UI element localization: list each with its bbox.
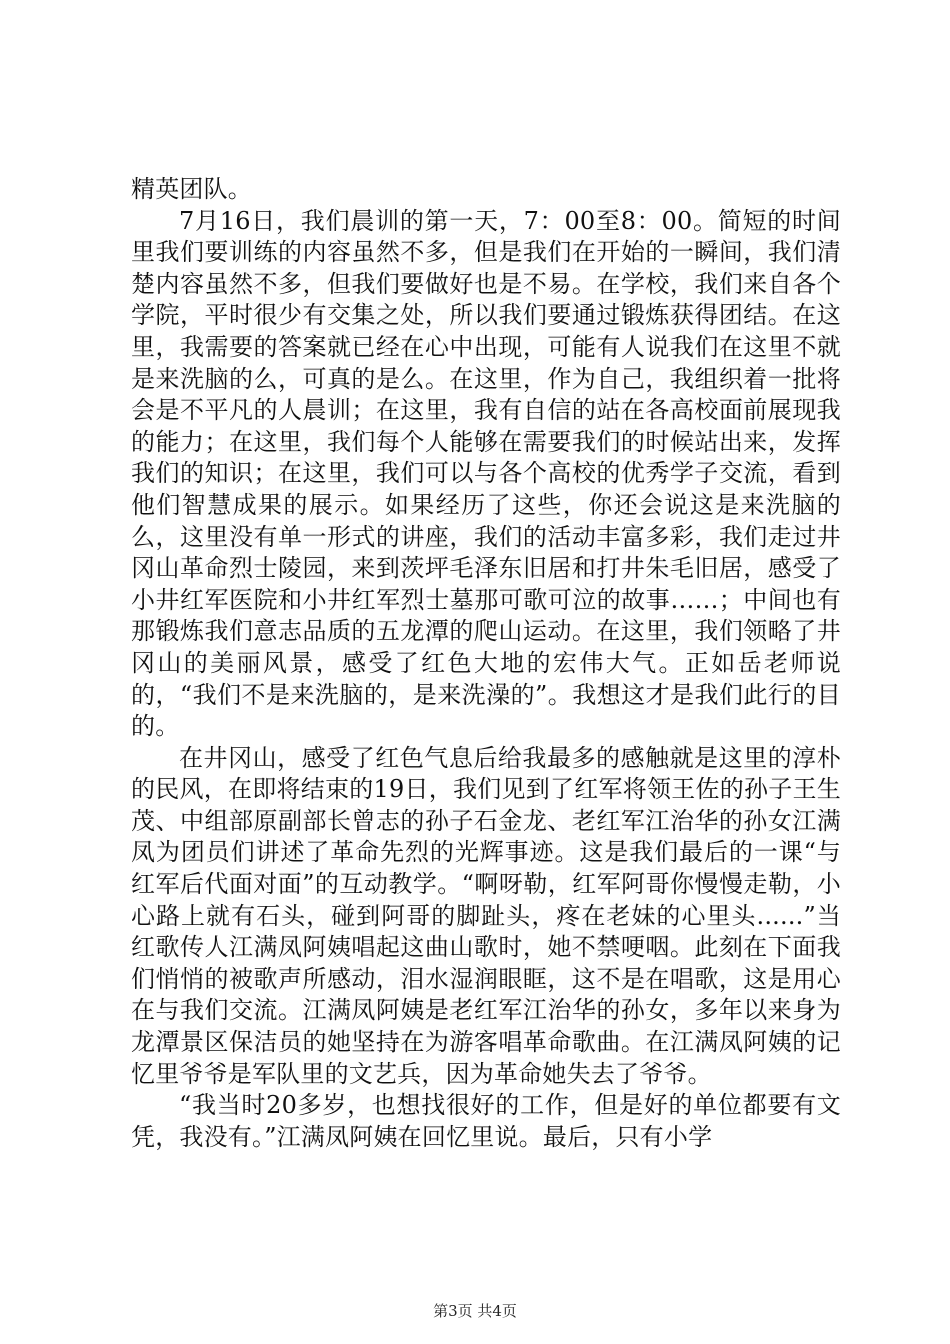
paragraph-morning-training: 7月16日，我们晨训的第一天，7：00至8：00。简短的时间里我们要训练的内容虽然不多，但是我们在开始的一瞬间，我们清楚内容虽然不多，但我们要做好也是不易。在学校，我们来自各个学院，平时很少有交集之处，所以我们要通过锻炼获得团结。在这里，我需要的答案就已经在心中出现，可能有人说我们在这里不就是来洗脑的么，可真的是么。在这里，作为自己，我组织着一批将会是不平凡的人晨训；在这里，我有自信的站在各高校面前展现我的能力；在这里，我们每个人能够在需要我们的时候站出来，发挥我们的知识；在这里，我们可以与各个高校的优秀学子交流，看到他们智慧成果的展示。如果经历了这些，你还会说这是来洗脑的么，这里没有单一形式的讲座，我们的活动丰富多彩，我们走过井冈山革命烈士陵园，来到茨坪毛泽东旧居和打井朱毛旧居，感受了小井红军医院和小井红军烈士墓那可歌可泣的故事……；中间也有那锻炼我们意志品质的五龙潭的爬山运动。在这里，我们领略了井冈山的美丽风景，感受了红色大地的宏伟大气。正如岳老师说的，“我们不是来洗脑的，是来洗澡的”。我想这才是我们此行的目的。 — [131, 206, 841, 741]
page-number-footer: 第3页 共4页 — [433, 1302, 517, 1320]
paragraph-folk-customs: 在井冈山，感受了红色气息后给我最多的感触就是这里的淳朴的民风，在即将结束的19日，我们见到了红军将领王佐的孙子王生茂、中组部原副部长曾志的孙子石金龙、老红军江治华的孙女江满凤为团员们讲述了革命先烈的光辉事迹。这是我们最后的一课“与红军后代面对面”的互动教学。“啊呀勒，红军阿哥你慢慢走勒，小心路上就有石头，碰到阿哥的脚趾头，疼在老妹的心里头......”当红歌传人江满凤阿姨唱起这曲山歌时，她不禁哽咽。此刻在下面我们悄悄的被歌声所感动，泪水湿润眼眶，这不是在唱歌，这是用心在与我们交流。江满凤阿姨是老红军江治华的孙女，多年以来身为龙潭景区保洁员的她坚持在为游客唱革命歌曲。在江满凤阿姨的记忆里爷爷是军队里的文艺兵，因为革命她失去了爷爷。 — [131, 743, 841, 1088]
body-text — [131, 174, 841, 1153]
paragraph-continuation: 精英团队。 — [131, 175, 252, 203]
paragraph-quote: “我当时20多岁，也想找很好的工作，但是好的单位都要有文凭，我没有。”江满凤阿姨在回忆里说。最后，只有小学 — [131, 1091, 841, 1151]
